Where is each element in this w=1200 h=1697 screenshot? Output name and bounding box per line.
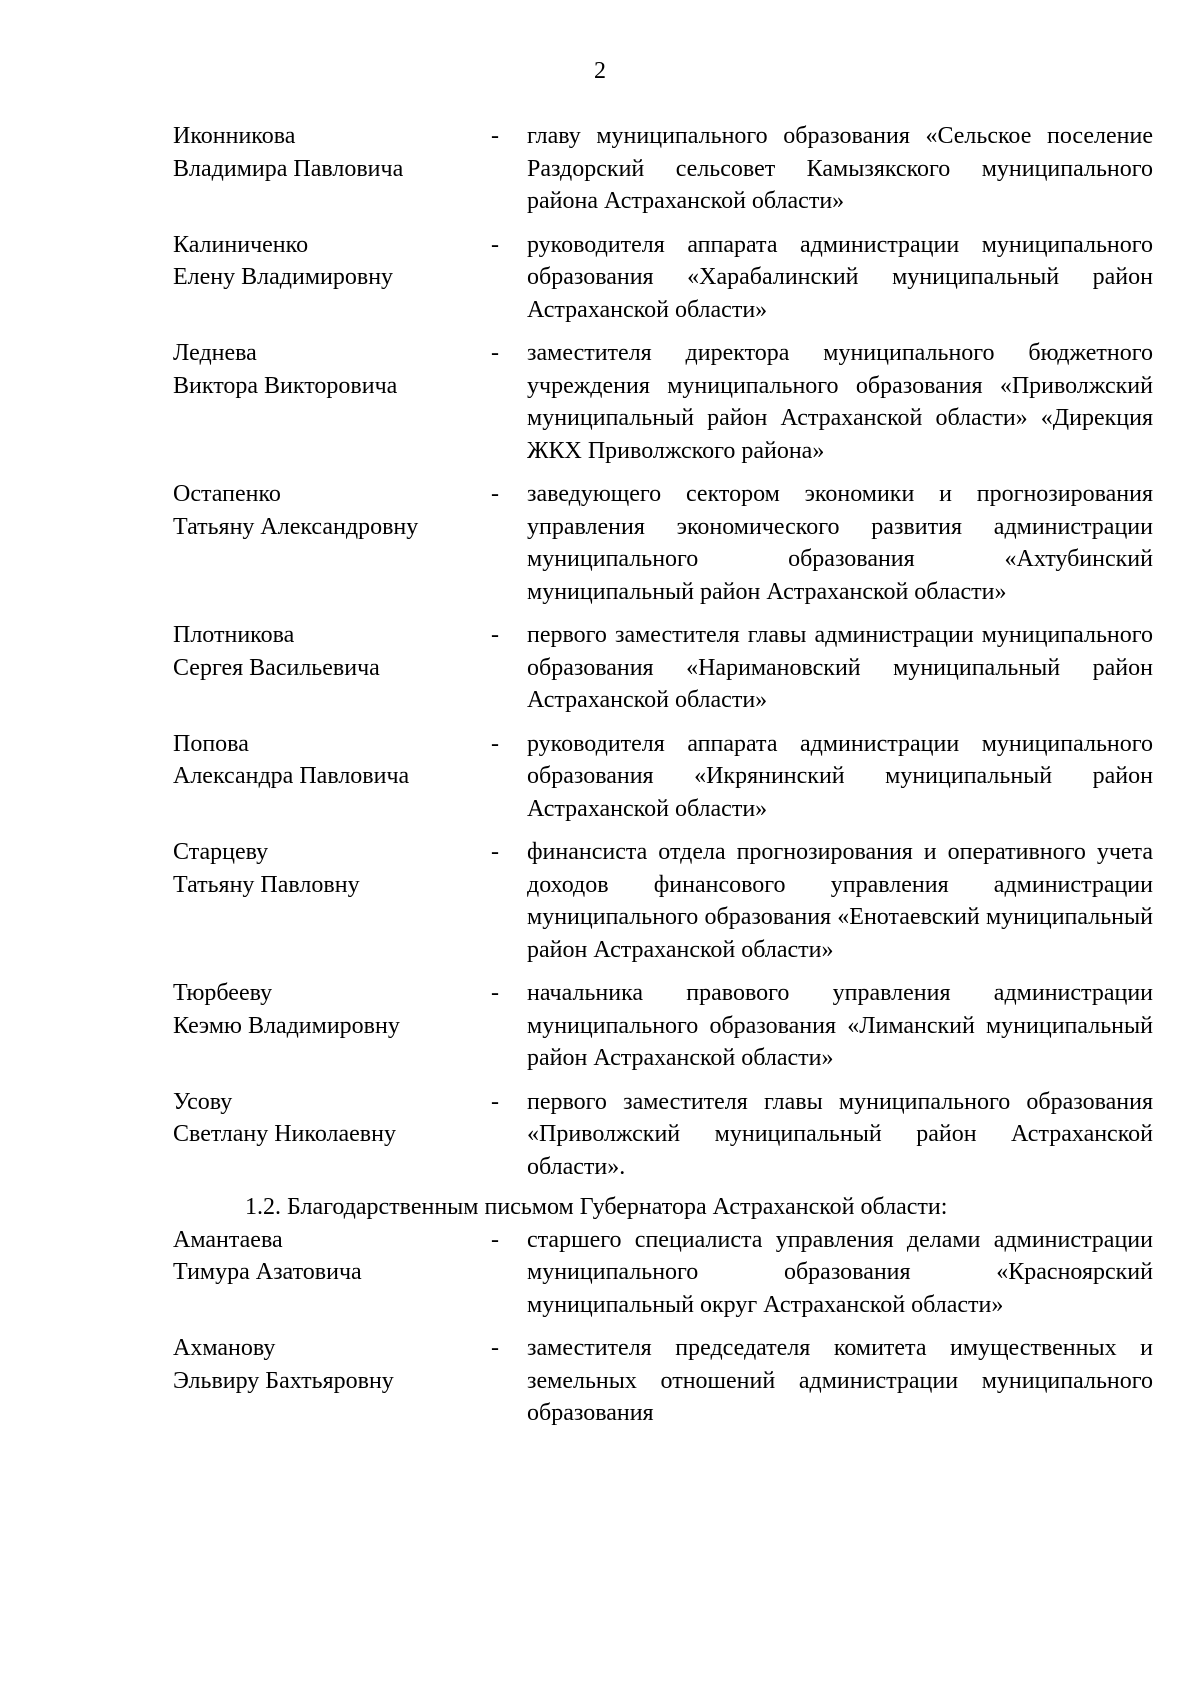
award-entry: [173, 229, 1153, 327]
person-surname: Усову: [173, 1088, 233, 1115]
person-given-names: Татьяну Павловну: [173, 871, 360, 898]
award-entry: [173, 337, 1153, 467]
dash-separator: -: [491, 730, 499, 757]
person-surname: Калиниченко: [173, 231, 309, 258]
person-name: [173, 1086, 491, 1184]
award-entry: [173, 1332, 1153, 1430]
person-surname: Плотникова: [173, 622, 295, 648]
person-name: [173, 120, 491, 218]
person-position: заместителя директора муниципального бюджетного учреждения муниципального образования «Приволжский муниципальный район Астраханской области» «Дирекция ЖКХ Приволжского района»: [527, 340, 1153, 464]
award-entry: [173, 1224, 1153, 1322]
award-entry: [173, 836, 1153, 966]
person-name: [173, 619, 491, 717]
person-given-names: Кеэмю Владимировну: [173, 1012, 400, 1039]
award-entry: [173, 1086, 1153, 1184]
dash-separator: -: [491, 980, 499, 1006]
person-surname: Иконникова: [173, 123, 296, 149]
person-given-names: Эльвиру Бахтьяровну: [173, 1367, 394, 1394]
award-entry: [173, 120, 1153, 218]
person-name: [173, 836, 491, 966]
dash-separator: -: [491, 622, 499, 648]
person-position: руководителя аппарата администрации муниципального образования «Икрянинский муниципальный район Астраханской области»: [527, 730, 1153, 822]
dash-separator: -: [491, 1335, 499, 1361]
person-position: начальника правового управления администрации муниципального образования «Лиманский муниципальный район Астраханской области»: [527, 980, 1153, 1071]
dash-separator: -: [491, 839, 499, 865]
person-name: [173, 229, 491, 327]
section-heading: 1.2. Благодарственным письмом Губернатора Астраханской области:: [245, 1194, 948, 1220]
dash-separator: -: [491, 1226, 499, 1253]
person-given-names: Тимура Азатовича: [173, 1259, 362, 1285]
person-given-names: Татьяну Александровну: [173, 513, 419, 540]
award-entry: [173, 977, 1153, 1075]
person-given-names: Елену Владимировну: [173, 264, 394, 290]
person-surname: Тюрбееву: [173, 980, 273, 1006]
award-entry: [173, 728, 1153, 826]
person-position: старшего специалиста управления делами администрации муниципального образования «Красноярский муниципальный округ Астраханской области»: [527, 1226, 1153, 1318]
person-name: [173, 1224, 491, 1322]
person-surname: Ахманову: [173, 1335, 276, 1361]
person-given-names: Виктора Викторовича: [173, 372, 398, 399]
person-position: первого заместителя главы администрации муниципального образования «Наримановский муниципальный район Астраханской области»: [527, 622, 1153, 713]
person-surname: Старцеву: [173, 839, 269, 865]
person-name: [173, 1332, 491, 1430]
person-position: главу муниципального образования «Сельское поселение Раздорский сельсовет Камызякского муниципального района Астраханской области»: [527, 123, 1153, 214]
dash-separator: -: [491, 1088, 499, 1115]
document-body: [173, 120, 1153, 1441]
award-entry: [173, 478, 1153, 608]
page-number: 2: [594, 58, 606, 84]
person-position: руководителя аппарата администрации муниципального образования «Харабалинский муниципальный район Астраханской области»: [527, 231, 1153, 323]
person-given-names: Сергея Васильевича: [173, 654, 380, 681]
person-name: [173, 478, 491, 608]
person-name: [173, 977, 491, 1075]
person-position: заведующего сектором экономики и прогнозирования управления экономического развития администрации муниципального образования «Ахтубинский муниципальный район Астраханской области»: [527, 481, 1153, 605]
person-name: [173, 337, 491, 467]
dash-separator: -: [491, 340, 499, 366]
person-surname: Амантаева: [173, 1226, 283, 1253]
person-position: заместителя председателя комитета имущественных и земельных отношений администрации муниципального образования: [527, 1335, 1153, 1426]
person-given-names: Владимира Павловича: [173, 155, 404, 182]
person-surname: Леднева: [173, 340, 257, 366]
person-surname: Остапенко: [173, 481, 281, 507]
person-given-names: Светлану Николаевну: [173, 1121, 396, 1147]
person-given-names: Александра Павловича: [173, 763, 410, 789]
person-position: первого заместителя главы муниципального образования «Приволжский муниципальный район Астраханской области».: [527, 1088, 1153, 1180]
person-position: финансиста отдела прогнозирования и оперативного учета доходов финансового управления администрации муниципального образования «Енотаевский муниципальный район Астраханской области»: [527, 839, 1153, 963]
person-surname: Попова: [173, 730, 249, 757]
dash-separator: -: [491, 231, 499, 258]
dash-separator: -: [491, 481, 499, 507]
person-name: [173, 728, 491, 826]
award-entry: [173, 619, 1153, 717]
dash-separator: -: [491, 123, 499, 149]
